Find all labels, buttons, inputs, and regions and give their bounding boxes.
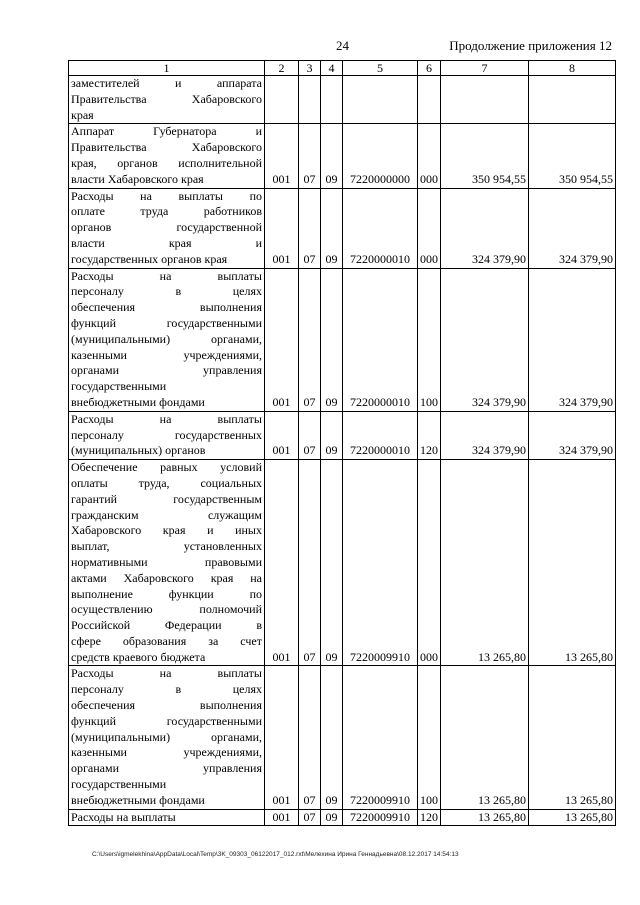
amount-cell xyxy=(441,76,529,124)
description-line: власти Хабаровского края xyxy=(71,171,204,186)
file-path-footer: C:\Users\igmelekhina\AppData\Local\Temp\3K_09303_06122017_012.rxt\Мелехина Ирина Геннадьевна\08.12.2017 14:54:13 xyxy=(92,851,459,858)
ministry-code-cell: 001 xyxy=(265,809,299,826)
description-line: заместителей и аппарата xyxy=(71,76,262,90)
amount-cell: 13 265,80 xyxy=(441,809,529,826)
amount-cell: 13 265,80 xyxy=(441,666,529,809)
target-article-cell xyxy=(343,76,418,124)
ministry-code-cell: 001 xyxy=(265,188,299,268)
description-cell xyxy=(69,76,265,124)
target-article-cell: 7220009910 xyxy=(343,809,418,826)
description-line: Расходы на выплаты xyxy=(71,809,176,824)
column-header: 5 xyxy=(343,61,418,76)
description-line: выполнение функции по xyxy=(71,586,262,601)
ministry-code-cell: 001 xyxy=(265,268,299,411)
description-line: выплат, установленных xyxy=(71,539,262,554)
description-line: государственных органов края xyxy=(71,251,228,266)
column-header: 6 xyxy=(418,61,441,76)
section-code-cell: 07 xyxy=(299,268,321,411)
description-line: обеспечения выполнения xyxy=(71,300,262,315)
column-header: 8 xyxy=(529,61,616,76)
description-line: нормативными правовыми xyxy=(71,554,262,569)
subsection-code-cell: 09 xyxy=(321,809,343,826)
description-line: казенными учреждениями, xyxy=(71,745,262,760)
description-line: Российской Федерации в xyxy=(71,618,262,633)
description-line: (муниципальных) органов xyxy=(71,443,206,458)
section-code-cell: 07 xyxy=(299,124,321,188)
table-row xyxy=(69,666,616,809)
description-line: Расходы на выплаты по xyxy=(71,188,262,203)
subsection-code-cell xyxy=(321,76,343,124)
description-line: персоналу в целях xyxy=(71,284,262,299)
table-row xyxy=(69,809,616,826)
ministry-code-cell: 001 xyxy=(265,666,299,809)
description-line: персоналу в целях xyxy=(71,682,262,697)
amount-cell: 324 379,90 xyxy=(441,411,529,459)
description-line: гарантий государственным xyxy=(71,491,262,506)
expense-type-cell: 000 xyxy=(418,124,441,188)
target-article-cell: 7220000000 xyxy=(343,124,418,188)
section-code-cell: 07 xyxy=(299,460,321,666)
column-header: 3 xyxy=(299,61,321,76)
description-line: Обеспечение равных условий xyxy=(71,460,262,475)
description-line: оплате труда работников xyxy=(71,204,262,219)
section-code-cell: 07 xyxy=(299,411,321,459)
expense-type-cell xyxy=(418,76,441,124)
description-cell xyxy=(69,666,265,809)
description-line: власти края и xyxy=(71,235,262,250)
description-line: средств краевого бюджета xyxy=(71,649,206,664)
description-line: актами Хабаровского края на xyxy=(71,570,262,585)
amount-cell: 350 954,55 xyxy=(529,124,616,188)
section-code-cell: 07 xyxy=(299,666,321,809)
description-line: функций государственными xyxy=(71,713,262,728)
description-line: органами управления xyxy=(71,363,262,378)
subsection-code-cell: 09 xyxy=(321,460,343,666)
ministry-code-cell xyxy=(265,76,299,124)
amount-cell: 13 265,80 xyxy=(529,809,616,826)
description-line: казенными учреждениями, xyxy=(71,347,262,362)
amount-cell xyxy=(529,76,616,124)
description-line: Расходы на выплаты xyxy=(71,666,262,681)
table-row xyxy=(69,76,616,124)
description-line: Правительства Хабаровского xyxy=(71,140,262,155)
table-row xyxy=(69,268,616,411)
description-line: государственными xyxy=(71,777,167,792)
expense-type-cell: 100 xyxy=(418,268,441,411)
table-row xyxy=(69,124,616,188)
subsection-code-cell: 09 xyxy=(321,666,343,809)
appendix-continuation-title: Продолжение приложения 12 xyxy=(449,38,612,53)
table-row xyxy=(69,188,616,268)
description-line: Расходы на выплаты xyxy=(71,411,262,426)
description-line: Аппарат Губернатора и xyxy=(71,124,262,139)
ministry-code-cell: 001 xyxy=(265,460,299,666)
amount-cell: 324 379,90 xyxy=(441,188,529,268)
amount-cell: 13 265,80 xyxy=(529,460,616,666)
amount-cell: 324 379,90 xyxy=(441,268,529,411)
description-line: Правительства Хабаровского xyxy=(71,91,262,106)
column-number-row xyxy=(69,61,616,76)
expense-type-cell: 120 xyxy=(418,809,441,826)
section-code-cell: 07 xyxy=(299,809,321,826)
subsection-code-cell: 09 xyxy=(321,268,343,411)
description-line: сфере образования за счет xyxy=(71,633,262,648)
column-header: 2 xyxy=(265,61,299,76)
ministry-code-cell: 001 xyxy=(265,411,299,459)
description-line: функций государственными xyxy=(71,315,262,330)
description-line: гражданским служащим xyxy=(71,507,262,522)
column-header: 4 xyxy=(321,61,343,76)
table-row xyxy=(69,460,616,666)
description-cell xyxy=(69,188,265,268)
column-header: 7 xyxy=(441,61,529,76)
target-article-cell: 7220000010 xyxy=(343,411,418,459)
target-article-cell: 7220000010 xyxy=(343,188,418,268)
description-line: государственными xyxy=(71,379,167,394)
description-cell xyxy=(69,268,265,411)
description-line: персоналу государственных xyxy=(71,427,262,442)
description-line: осуществлению полномочий xyxy=(71,602,262,617)
description-line: оплаты труда, социальных xyxy=(71,475,262,490)
table-row xyxy=(69,411,616,459)
amount-cell: 324 379,90 xyxy=(529,411,616,459)
description-cell xyxy=(69,460,265,666)
description-cell xyxy=(69,809,265,826)
description-line: (муниципальными) органами, xyxy=(71,331,262,346)
description-cell xyxy=(69,124,265,188)
section-code-cell xyxy=(299,76,321,124)
description-cell xyxy=(69,411,265,459)
subsection-code-cell: 09 xyxy=(321,411,343,459)
description-line: внебюджетными фондами xyxy=(71,394,205,409)
description-line: края xyxy=(71,107,94,122)
description-line: органами управления xyxy=(71,761,262,776)
expense-type-cell: 000 xyxy=(418,460,441,666)
subsection-code-cell: 09 xyxy=(321,124,343,188)
column-header: 1 xyxy=(69,61,265,76)
budget-table xyxy=(68,60,616,826)
description-line: внебюджетными фондами xyxy=(71,792,205,807)
amount-cell: 324 379,90 xyxy=(529,188,616,268)
amount-cell: 350 954,55 xyxy=(441,124,529,188)
target-article-cell: 7220009910 xyxy=(343,460,418,666)
description-line: края, органов исполнительной xyxy=(71,155,262,170)
description-line: Хабаровского края и иных xyxy=(71,523,262,538)
description-line: (муниципальными) органами, xyxy=(71,729,262,744)
amount-cell: 13 265,80 xyxy=(529,666,616,809)
amount-cell: 324 379,90 xyxy=(529,268,616,411)
page-number: 24 xyxy=(336,38,349,53)
amount-cell: 13 265,80 xyxy=(441,460,529,666)
description-line: органов государственной xyxy=(71,220,262,235)
expense-type-cell: 120 xyxy=(418,411,441,459)
description-line: обеспечения выполнения xyxy=(71,698,262,713)
expense-type-cell: 000 xyxy=(418,188,441,268)
section-code-cell: 07 xyxy=(299,188,321,268)
description-line: Расходы на выплаты xyxy=(71,268,262,283)
target-article-cell: 7220009910 xyxy=(343,666,418,809)
target-article-cell: 7220000010 xyxy=(343,268,418,411)
subsection-code-cell: 09 xyxy=(321,188,343,268)
ministry-code-cell: 001 xyxy=(265,124,299,188)
expense-type-cell: 100 xyxy=(418,666,441,809)
